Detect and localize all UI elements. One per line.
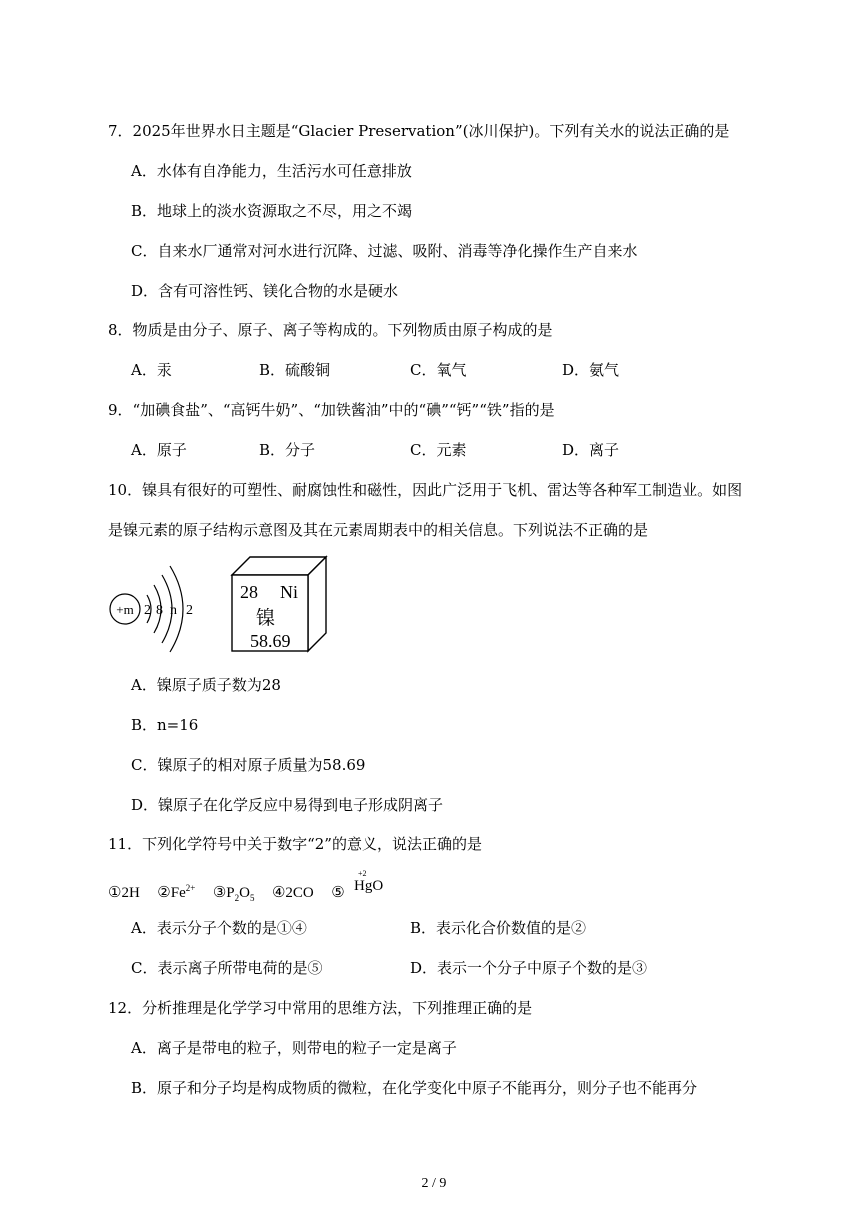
symbol-hgo-marker: ⑤: [331, 885, 345, 901]
q10-option-c: C．镍原子的相对原子质量为58.69: [131, 756, 366, 774]
q7-option-a: A．水体有自净能力，生活污水可任意排放: [131, 162, 412, 180]
q11-option-b: B．表示化合价数值的是②: [410, 919, 587, 937]
symbol-2h: ①2H: [108, 885, 140, 901]
q7-stem: 7．2025年世界水日主题是“Glacier Preservation”(冰川保护)。下列有关水的说法正确的是: [108, 122, 730, 140]
q8-option-c: C．氧气: [410, 361, 467, 379]
q7-option-b: B．地球上的淡水资源取之不尽，用之不竭: [131, 202, 413, 220]
q11-option-c: C．表示离子所带电荷的是⑤: [131, 959, 323, 977]
shell-electrons-1: 2: [144, 603, 151, 618]
symbol-p2o5: $③P_2O_5$: [212, 885, 255, 903]
q9-option-c: C．元素: [410, 441, 467, 459]
q10-option-d: D．镍原子在化学反应中易得到电子形成阴离子: [131, 796, 444, 814]
symbol-hgo: [354, 870, 383, 894]
q11-symbols-row: [108, 878, 345, 908]
q9-stem: 9．“加碘食盐”、“高钙牛奶”、“加铁酱油”中的“碘”“钙”“铁”指的是: [108, 401, 555, 419]
symbol-2co: ④2CO: [271, 885, 314, 901]
hgo-valence: +2: [358, 869, 367, 878]
shell-electrons-2: 8: [156, 603, 163, 618]
q10-option-b: B．n=16: [131, 716, 199, 734]
element-name: 镍: [256, 607, 276, 629]
q8-option-b: B．硫酸铜: [259, 361, 331, 379]
q10-stem-line1: 10．镍具有很好的可塑性、耐腐蚀性和磁性，因此广泛用于飞机、雷达等各种军工制造业。如图: [108, 481, 743, 499]
hgo-formula: HgO: [354, 878, 384, 894]
q7-option-d: D．含有可溶性钙、镁化合物的水是硬水: [131, 282, 399, 300]
q10-stem-line2: 是镍元素的原子结构示意图及其在元素周期表中的相关信息。下列说法不正确的是: [108, 521, 649, 539]
element-symbol: Ni: [280, 582, 298, 602]
q11-option-a: A．表示分子个数的是①④: [131, 919, 307, 937]
page-number: 2 / 9: [421, 1176, 447, 1191]
q8-option-a: A．汞: [131, 361, 172, 379]
q12-stem: 12．分析推理是化学学习中常用的思维方法，下列推理正确的是: [108, 999, 533, 1017]
q11-stem: 11．下列化学符号中关于数字“2”的意义，说法正确的是: [108, 835, 482, 853]
q9-option-a: A．原子: [131, 441, 187, 459]
nickel-atom-structure-diagram: [106, 560, 216, 660]
shell-electrons-4: 2: [186, 603, 193, 618]
q9-option-b: B．分子: [259, 441, 316, 459]
shell-electrons-3: n: [170, 603, 177, 618]
q12-option-b: B．原子和分子均是构成物质的微粒，在化学变化中原子不能再分，则分子也不能再分: [131, 1079, 698, 1097]
q10-option-a: A．镍原子质子数为28: [131, 676, 281, 694]
periodic-table-cell: [230, 553, 330, 653]
q9-option-d: D．离子: [562, 441, 620, 459]
q8-stem: 8．物质是由分子、原子、离子等构成的。下列物质由原子构成的是: [108, 321, 553, 339]
symbol-fe-ion: $②Fe^{2+}$: [157, 883, 196, 901]
atomic-number: 28: [240, 582, 258, 602]
atomic-mass: 58.69: [250, 631, 291, 651]
q8-option-d: D．氨气: [562, 361, 620, 379]
q12-option-a: A．离子是带电的粒子，则带电的粒子一定是离子: [131, 1039, 457, 1057]
q11-option-d: D．表示一个分子中原子个数的是③: [410, 959, 648, 977]
nucleus-charge: +m: [116, 602, 134, 617]
q7-option-c: C．自来水厂通常对河水进行沉降、过滤、吸附、消毒等净化操作生产自来水: [131, 242, 638, 260]
